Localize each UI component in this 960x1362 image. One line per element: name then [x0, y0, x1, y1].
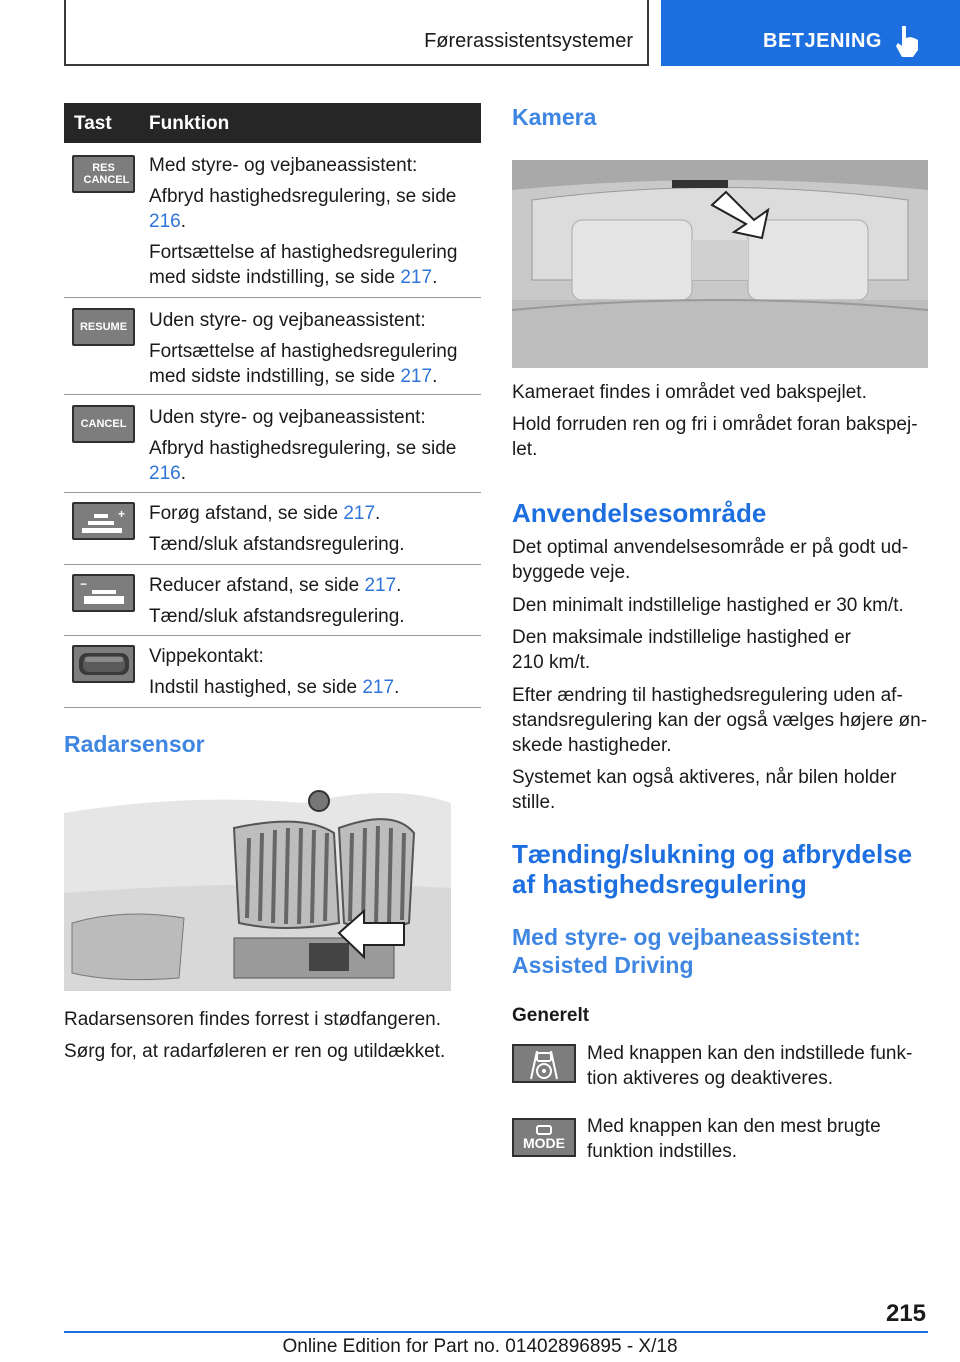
- function-text: Tænd/sluk afstandsregulering.: [149, 534, 405, 555]
- usage-paragraph: Efter ændring til hastighedsregulering uden af-standsregulering kan der også vælges højere øn-skede hastigheder.: [512, 685, 928, 756]
- table-row: [64, 565, 481, 636]
- function-text: Afbryd hastighedsregulering, se side: [149, 186, 457, 207]
- header-chapter-tab: [661, 0, 960, 66]
- camera-paragraph: Kameraet findes i området ved bakspejlet.: [512, 382, 867, 403]
- function-cell: Uden styre- og vejbaneassistent: Afbryd hastighedsregulering, se side 216.: [149, 405, 473, 492]
- function-text: Tænd/sluk afstandsregulering.: [149, 606, 405, 627]
- usage-heading: Anvendelsesområde: [512, 498, 767, 528]
- function-text: Indstil hastighed, se side: [149, 677, 358, 698]
- footer-divider: [64, 1331, 928, 1333]
- function-cell: Uden styre- og vejbaneassistent: Fortsættelse af hastighedsregulering med sidste indstilling, se side 217.: [149, 308, 473, 395]
- table-row: [64, 298, 481, 395]
- car-front-radar-image: [64, 773, 451, 991]
- page-link[interactable]: 217: [343, 503, 376, 524]
- edition-footer: Online Edition for Part no. 01402896895 - X/18: [282, 1336, 678, 1357]
- radar-paragraph: Radarsensoren findes forrest i stødfangeren.: [64, 1009, 442, 1030]
- function-text: Afbryd hastighedsregulering, se side: [149, 438, 457, 459]
- distance-increase-icon: [76, 506, 132, 536]
- usage-text: 210 km/t.: [512, 652, 591, 673]
- page-link[interactable]: 216: [149, 463, 181, 484]
- table-header: [64, 103, 481, 143]
- rocker-switch-key-icon: [72, 645, 135, 683]
- res-cancel-key-icon: [72, 155, 135, 193]
- function-text: Fortsættelse af hastighedsregulering med sidste indstilling, se side: [149, 341, 458, 387]
- function-text: Uden styre- og vejbaneassistent:: [149, 407, 426, 428]
- key-label: CANCEL: [80, 418, 127, 430]
- distance-decrease-icon: [76, 578, 132, 608]
- header-section-box: [64, 0, 649, 66]
- header-chapter-title: BETJENING: [763, 30, 882, 52]
- resume-key-icon: [72, 308, 135, 346]
- function-text: Forøg afstand, se side: [149, 503, 339, 524]
- button-description: Med knappen kan den mest brugte funktion indstilles.: [587, 1116, 881, 1162]
- camera-interior-image: [512, 160, 928, 368]
- page-link[interactable]: 216: [149, 211, 181, 232]
- table-row: [64, 493, 481, 565]
- key-function-table: [64, 103, 481, 708]
- column-header-key: Tast: [74, 113, 112, 134]
- page-link[interactable]: 217: [364, 575, 397, 596]
- usage-paragraph: Den minimalt indstillelige hastighed er 30 km/t.: [512, 595, 904, 616]
- distance-increase-key-icon: [72, 502, 135, 540]
- key-label: +: [117, 507, 125, 521]
- usage-paragraph: Systemet kan også aktiveres, når bilen holder stille.: [512, 767, 897, 813]
- function-text: Uden styre- og vejbaneassistent:: [149, 310, 426, 331]
- steering-assist-icon: [515, 1047, 573, 1081]
- radar-paragraph: Sørg for, at radarføleren er ren og utildækket.: [64, 1041, 446, 1062]
- camera-heading: Kamera: [512, 104, 597, 130]
- table-row: [64, 636, 481, 708]
- usage-text: Den maksimale indstillelige hastighed er: [512, 627, 852, 648]
- page-link[interactable]: 217: [362, 677, 395, 698]
- mode-label: MODE: [523, 1135, 565, 1151]
- table-row: [64, 395, 481, 493]
- button-description: Med knappen kan den indstillede funk-tion aktiveres og deaktiveres.: [587, 1043, 913, 1089]
- key-label: −: [79, 578, 87, 591]
- camera-paragraph: Hold forruden ren og fri i området foran bakspej-let.: [512, 414, 918, 460]
- page-number: 215: [885, 1300, 926, 1327]
- function-cell: Vippekontakt: Indstil hastighed, se side 217.: [149, 644, 473, 706]
- function-text: Vippekontakt:: [149, 646, 264, 667]
- usage-paragraph: Det optimal anvendelsesområde er på godt ud-byggede veje.: [512, 537, 909, 583]
- page-link[interactable]: 217: [400, 366, 433, 387]
- function-cell: Forøg afstand, se side 217. Tænd/sluk afstandsregulering.: [149, 501, 473, 563]
- table-row: [64, 143, 481, 298]
- usage-paragraph: [512, 625, 928, 675]
- function-cell: Med styre- og vejbaneassistent: Afbryd hastighedsregulering, se side 216. Fortsættelse af hastighedsregulering med sidste indstilling, se side 217.: [149, 153, 473, 296]
- mode-button-icon: [512, 1118, 576, 1157]
- key-label: RESUME: [79, 321, 128, 333]
- function-text: Fortsættelse af hastighedsregulering med sidste indstilling, se side: [149, 242, 458, 288]
- toggle-subheading: Med styre- og vejbaneassistent: Assisted Driving: [512, 924, 861, 978]
- page-link[interactable]: 217: [400, 267, 433, 288]
- key-label: RES CANCEL: [83, 162, 130, 186]
- general-heading: Generelt: [512, 1005, 590, 1026]
- function-text: Med styre- og vejbaneassistent:: [149, 155, 418, 176]
- distance-decrease-key-icon: [72, 574, 135, 612]
- column-header-function: Funktion: [149, 113, 230, 134]
- toggle-heading: Tænding/slukning og afbrydelse af hastighedsregulering: [512, 839, 913, 899]
- hand-pointer-icon: [893, 24, 921, 58]
- radar-heading: Radarsensor: [64, 731, 205, 757]
- header-section-title: Førerassistentsystemer: [424, 30, 633, 52]
- assisted-driving-button-icon: [512, 1044, 576, 1083]
- function-cell: Reducer afstand, se side 217. Tænd/sluk afstandsregulering.: [149, 573, 473, 635]
- function-text: Reducer afstand, se side: [149, 575, 360, 596]
- rocker-switch-icon: [77, 650, 131, 678]
- cancel-key-icon: [72, 405, 135, 443]
